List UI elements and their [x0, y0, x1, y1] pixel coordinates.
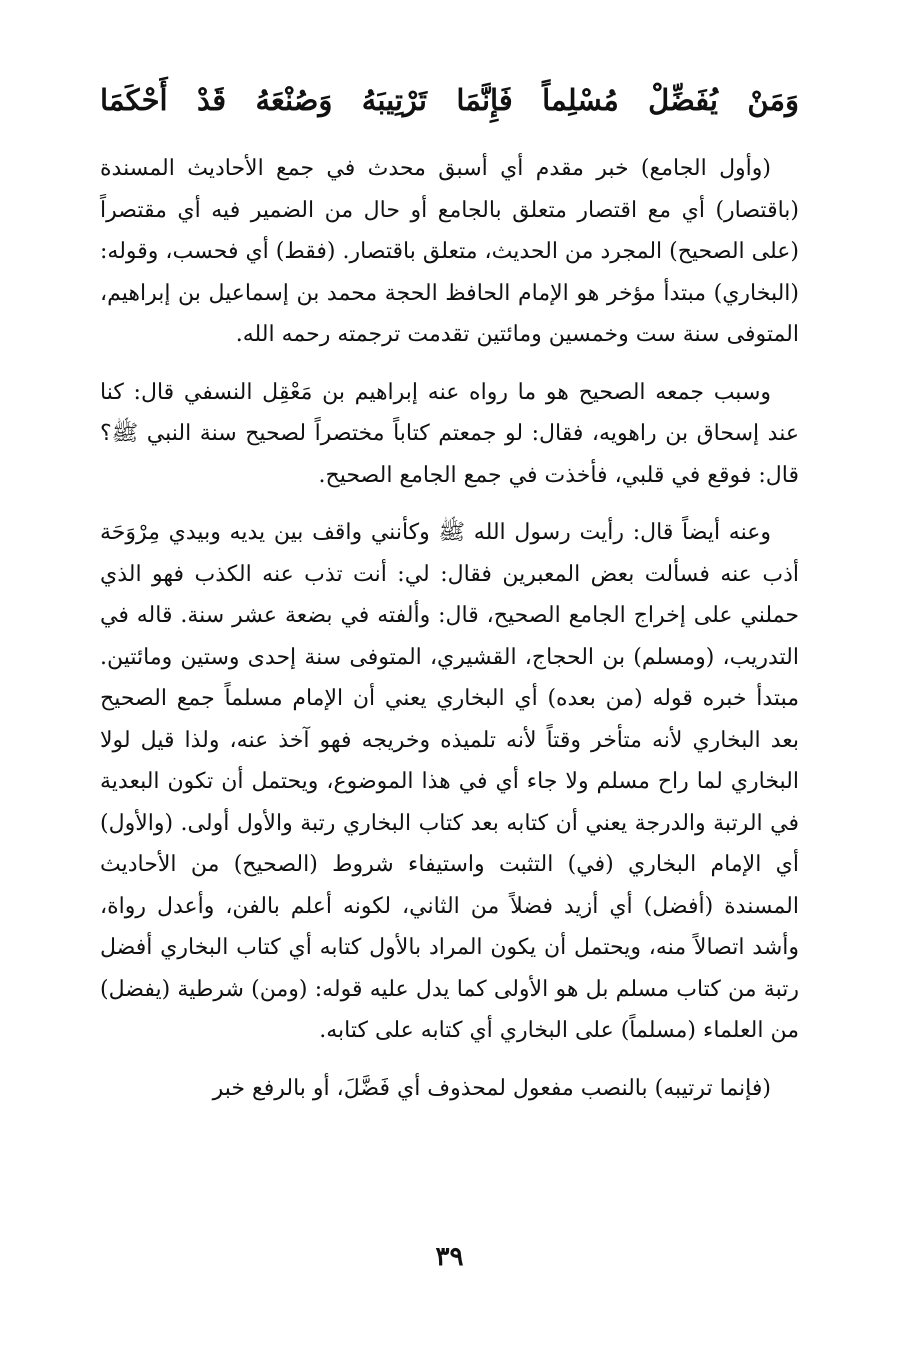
- paragraph-4: (فإنما ترتيبه) بالنصب مفعول لمحذوف أي فَضَّلَ، أو بالرفع خبر: [212, 1075, 771, 1101]
- paragraph-2: وسبب جمعه الصحيح هو ما رواه عنه إبراهيم بن مَعْقِل النسفي قال: كنا عند إسحاق بن راهويه، فقال: لو جمعتم كتاباً مختصراً لصحيح سنة النبي ﷺ؟ قال: فوقع في قلبي، فأخذت في جمع الجامع الصحيح.: [100, 379, 799, 488]
- page-body: [100, 78, 799, 1125]
- verse-line: وَمَنْ يُفَضِّلْ مُسْلِماً فَإِنَّمَا تَرْتِيبَهُ وَصُنْعَهُ قَدْ أَحْكَمَا: [100, 83, 799, 117]
- paragraph-3: وعنه أيضاً قال: رأيت رسول الله ﷺ وكأنني واقف بين يديه وبيدي مِرْوَحَة أذب عنه فسألت بعض المعبرين فقال: لي: أنت تذب عنه الكذب فهو الذي حملني على إخراج الجامع الصحيح، قال: وألفته في بضعة عشر سنة. قاله في التدريب، (ومسلم) بن الحجاج، القشيري، المتوفى سنة إحدى وستين ومائتين. مبتدأ خبره قوله (من بعده) أي البخاري يعني أن الإمام مسلماً جمع الصحيح بعد البخاري لأنه متأخر وقتاً لأنه تلميذه وخريجه فهو آخذ عنه، ولذا قيل لولا البخاري لما راح مسلم ولا جاء أي في هذا الموضوع، ويحتمل أن تكون البعدية في الرتبة والدرجة يعني أن كتابه بعد كتاب البخاري رتبة والأول أولى. (والأول) أي الإمام البخاري (في) التثبت واستيفاء شروط (الصحيح) من الأحاديث المسندة (أفضل) أي أزيد فضلاً من الثاني، لكونه أعلم بالفن، وأعدل رواة، وأشد اتصالاً منه، ويحتمل أن يكون المراد بالأول كتابه أي كتاب البخاري أفضل رتبة من كتاب مسلم بل هو الأولى كما يدل عليه قوله: (ومن) شرطية (يفضل) من العلماء (مسلماً) على البخاري أي كتابه على كتابه.: [100, 520, 799, 1043]
- paragraph-1: (وأول الجامع) خبر مقدم أي أسبق محدث في جمع الأحاديث المسندة (باقتصار) أي مع اقتصار متعلق بالجامع أو حال من الضمير فيه أي مقتصراً (على الصحيح) المجرد من الحديث، متعلق باقتصار. (فقط) أي فحسب، وقوله: (البخاري) مبتدأ مؤخر هو الإمام الحافظ الحجة محمد بن إسماعيل بن إبراهيم، المتوفى سنة ست وخمسين ومائتين تقدمت ترجمته رحمه الله.: [100, 156, 799, 347]
- page-number: ٣٩: [435, 1242, 464, 1272]
